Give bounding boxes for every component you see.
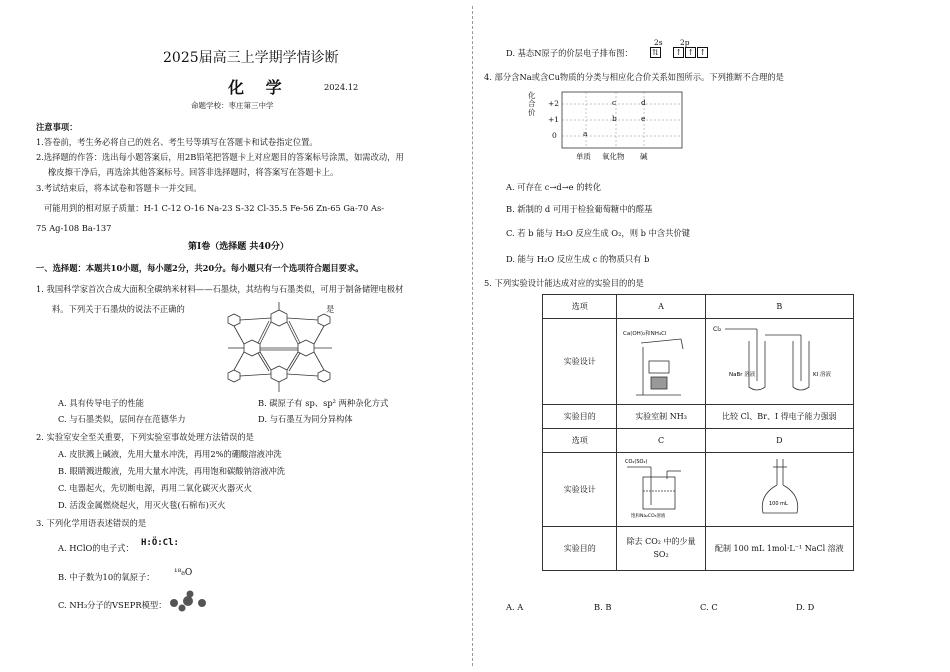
apparatus-a-cell — [617, 319, 705, 405]
note-line: 2.选择题的作答：选出每小题答案后，用2B铅笔把答题卡上对应题目的答案标号涂黑，如需改动，用 — [36, 152, 404, 162]
table-cell: 选项 — [543, 429, 617, 453]
q2-stem: 2. 实验室安全至关重要，下列实验室事故处理方法错误的是 — [36, 432, 254, 442]
orbital-box-icon: ↑ — [673, 47, 684, 58]
orbital-2p-label: 2p — [680, 38, 690, 47]
chart-point-label: a — [583, 129, 588, 138]
orbital-diagram — [650, 47, 709, 58]
table-cell: 选项 — [543, 295, 617, 319]
apparatus-c-image — [621, 455, 701, 521]
q1-stem-end: 是 — [326, 304, 335, 314]
q3-option-d: D. 基态N原子的价层电子排布图： — [506, 48, 633, 58]
q3-option-c: C. NH₃分子的VSEPR模型： — [58, 600, 167, 610]
q3-option-a: A. HClO的电子式： — [58, 543, 134, 553]
section-instructions: 一、选择题：本题共10小题，每小题2分，共20分。每小题只有一个选项符合题目要求。 — [36, 263, 364, 273]
table-cell: 实验目的 — [543, 405, 617, 429]
exam-title: 2025届高三上学期学情诊断 — [163, 50, 339, 66]
flask-volume-label: 100 mL — [769, 501, 789, 507]
q4-option-d: D. 能与 H₂O 反应生成 c 的物质只有 b — [506, 254, 650, 264]
exam-date: 2024.12 — [324, 82, 359, 92]
q5-option-d: D. D — [796, 602, 815, 612]
apparatus-d-cell — [705, 453, 853, 527]
q5-stem: 5. 下列实验设计能达成对应的实验目的的是 — [484, 278, 644, 288]
table-cell: 实验室制 NH₃ — [617, 405, 705, 429]
chart-point-label: b — [612, 114, 617, 123]
table-cell: 配制 100 mL 1mol·L⁻¹ NaCl 溶液 — [705, 527, 853, 571]
q1-stem-cont: 料。下列关于石墨炔的说法不正确的 — [52, 304, 185, 314]
q4-stem: 4. 部分含Na或含Cu物质的分类与相应化合价关系如图所示。下列推断不合理的是 — [484, 72, 784, 82]
note-line: 1.答卷前，考生务必将自己的姓名、考生号等填写在答题卡和试卷指定位置。 — [36, 137, 318, 147]
chart-ylabel: 化合价 — [528, 91, 536, 117]
q3-hclo-formula: H:Ö:Cl: — [141, 538, 179, 548]
ytick: +1 — [548, 115, 560, 124]
q4-option-c: C. 若 b 能与 H₂O 反应生成 O₂，则 b 中含共价键 — [506, 228, 691, 238]
subject-title: 化 学 — [228, 78, 290, 97]
notes-heading: 注意事项： — [36, 122, 78, 132]
orbital-2s-label: 2s — [654, 38, 663, 47]
xtick: 碱 — [640, 152, 648, 161]
q2-option-d: D. 活泼金属燃烧起火，用灭火毯(石棉布)灭火 — [58, 500, 226, 510]
school-name: 命题学校：枣庄第三中学 — [191, 101, 274, 110]
table-cell: 实验设计 — [543, 453, 617, 527]
q5-table — [542, 294, 854, 571]
q5-option-a: A. A — [506, 602, 524, 612]
section-title: 第Ⅰ卷（选择题 共40分） — [188, 242, 289, 252]
note-line: 3.考试结束后，将本试卷和答题卡一并交回。 — [36, 183, 202, 193]
q1-option-a: A. 具有传导电子的性能 — [58, 398, 144, 408]
q4-option-b: B. 新制的 d 可用于检验葡萄糖中的醛基 — [506, 204, 653, 214]
ytick: +2 — [548, 99, 560, 108]
q3-stem: 3. 下列化学用语表述错误的是 — [36, 518, 147, 528]
volumetric-flask-image — [749, 455, 809, 521]
table-cell: B — [705, 295, 853, 319]
table-cell: C — [617, 429, 705, 453]
apparatus-b-cl2-label: Cl₂ — [713, 326, 722, 333]
table-cell: 比较 Cl、Br、I 得电子能力强弱 — [705, 405, 853, 429]
q1-option-d: D. 与石墨互为同分异构体 — [258, 414, 353, 424]
atomic-mass-line: 可能用到的相对原子质量：H-1 C-12 O-16 Na-23 S-32 Cl-35.5 Fe-56 Zn-65 Ga-70 As- — [44, 203, 385, 213]
ytick: 0 — [552, 131, 557, 140]
table-cell: 除去 CO₂ 中的少量 SO₂ — [617, 527, 705, 571]
vsepr-model-icon — [168, 590, 210, 612]
table-cell: 实验设计 — [543, 319, 617, 405]
chart-point-label: d — [641, 98, 646, 107]
q5-option-c: C. C — [700, 602, 718, 612]
table-cell: 实验目的 — [543, 527, 617, 571]
chart-point-label: c — [612, 98, 617, 107]
apparatus-a-label: Ca(OH)₂和NH₄Cl — [623, 331, 667, 337]
apparatus-b-image — [709, 321, 849, 399]
q1-option-b: B. 碳原子有 sp、sp² 两种杂化方式 — [258, 398, 389, 408]
q1-stem: 1. 我国科学家首次合成大面积全碳纳米材料——石墨炔，其结构与石墨类似，可用于制备储锂电极材 — [36, 284, 404, 294]
column-divider — [472, 6, 473, 666]
apparatus-c-cell — [617, 453, 705, 527]
xtick: 单质 — [576, 152, 591, 161]
graphyne-structure-image — [222, 300, 337, 395]
table-cell: A — [617, 295, 705, 319]
orbital-box-icon: ↑ — [697, 47, 708, 58]
apparatus-b-cell — [705, 319, 853, 405]
table-cell: D — [705, 429, 853, 453]
q2-option-a: A. 皮肤溅上碱液，先用大量水冲洗，再用2%的硼酸溶液冲洗 — [58, 449, 282, 459]
q4-option-a: A. 可存在 c→d→e 的转化 — [506, 182, 602, 192]
atomic-mass-line: 75 Ag-108 Ba-137 — [36, 223, 112, 233]
apparatus-b-nabr-label: NaBr 溶液 — [729, 372, 756, 378]
apparatus-b-ki-label: KI 溶液 — [813, 372, 832, 378]
apparatus-a-image — [621, 321, 701, 399]
apparatus-c-label: CO₂(SO₂) — [625, 459, 648, 465]
apparatus-c-solution-label: 饱和Na₂CO₃溶液 — [631, 514, 666, 519]
q2-option-c: C. 电器起火，先切断电源，再用二氧化碳灭火器灭火 — [58, 483, 252, 493]
q3-option-b: B. 中子数为10的氧原子： — [58, 572, 155, 582]
q3-oxygen-symbol: ¹⁸₈O — [174, 568, 193, 578]
q2-option-b: B. 眼睛溅进酸液，先用大量水冲洗，再用饱和碳酸钠溶液冲洗 — [58, 466, 286, 476]
q1-option-c: C. 与石墨类似，层间存在范德华力 — [58, 414, 186, 424]
xtick: 氧化物 — [602, 152, 625, 161]
note-line: 橡皮擦干净后，再选涂其他答案标号。回答非选择题时，将答案写在答题卡上。 — [48, 167, 339, 177]
orbital-box-icon: ⇅ — [650, 47, 661, 58]
chart-point-label: e — [641, 114, 646, 123]
orbital-box-icon: ↑ — [685, 47, 696, 58]
q5-option-b: B. B — [594, 602, 612, 612]
